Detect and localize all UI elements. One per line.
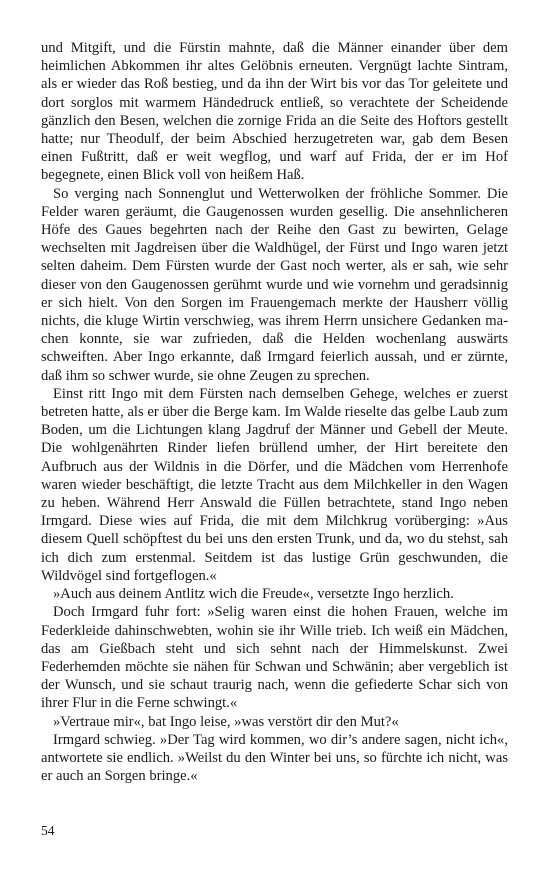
- paragraph-5: Doch Irmgard fuhr fort: »Selig waren einst die hohen Frauen, welche im Federkleide dahinschwebten, wohin sie ihr Wille trieb. Ich weiß ein Mädchen, das am Gießbach steht und sich sehnt nach der Himmelskunst. Zwei Federhemden möchte sie nähen für Schwan und Schwänin; aber vergeblich ist der Wunsch, und sie schaut traurig nach, wenn die gefiederte Schar sich von ihrer Flur in die Ferne schwingt.«: [41, 604, 508, 712]
- paragraph-2: So verging nach Sonnenglut und Wetterwolken der fröhliche Sommer. Die Felder waren geräumt, die Gaugenossen wurden gesellig. Die ansehnlicheren Höfe des Gaues begehrten nach der Reihe den Gast zu bewirten, Gelage wechselten mit Jagdreisen über die Waldhügel, der Fürst und Ingo waren jetzt selten daheim. Dem Fürsten wurde der Gast noch werter, als er sah, wie sehr dieser von den Gaugenossen gerühmt wurde und wie vornehm und geradsinnig er sich hielt. Von den Sorgen im Frauengemach merkte der Hausherr völlig nichts, die kluge Wirtin verschwieg, was ihrem Herrn unsichere Gedanken machen konnte, sie war zufrieden, daß die Helden wochenlang auswärts schweiften. Aber Ingo erkannte, daß Irmgard feierlich aussah, und er zürnte, daß ihm so schwer wurde, sie ohne Zeugen zu sprechen.: [41, 185, 508, 384]
- paragraph-4: »Auch aus deinem Antlitz wich die Freude«, versetzte Ingo herzlich.: [53, 586, 454, 603]
- paragraph-6: »Vertraue mir«, bat Ingo leise, »was verstört dir den Mut?«: [53, 713, 399, 730]
- paragraph-7: Irmgard schwieg. »Der Tag wird kommen, wo dir’s andere sagen, nicht ich«, antwortete sie endlich. »Weilst du den Winter bei uns, so fürchte ich nicht, was er auch an Sorgen bringe.«: [41, 731, 508, 785]
- body-text: [41, 39, 508, 785]
- page-number: 54: [41, 823, 55, 838]
- paragraph-3: Einst ritt Ingo mit dem Fürsten nach demselben Gehege, welches er zuerst betreten hatte, als er über die Berge kam. Im Walde rieselte das gelbe Laub zum Boden, um die Lichtungen klang Jagdruf der Männer und Gebell der Meute. Die wohlgenährten Rinder liefen brüllend umher, der Hirt bereitete den Aufbruch aus der Wildnis in die Dörfer, und die Mädchen vom Herrenhofe waren wieder beschäftigt, die letzte Tracht aus dem Milchkeller in den Wagen zu heben. Während Herr Answald die Füllen betrachtete, stand Ingo neben Irmgard. Diese wies auf Frida, die mit dem Milchkrug vorüberging: »Aus diesem Quell schöpftest du bei uns den ersten Trunk, und da, wo du stehst, sah ich dich zum erstenmal. Seitdem ist das lustige Grün geschwunden, die Wildvögel sind fortgeflogen.«: [41, 385, 508, 584]
- paragraph-1: und Mitgift, und die Fürstin mahnte, daß die Männer einander über dem heimlichen Abkommen ihr altes Gelöbnis erneuten. Vergnügt lachte Sintram, als er wieder das Roß bestieg, und da ihn der Wirt bis vor das Tor geleitete und dort sorglos mit warmem Händedruck entließ, so verachtete der Scheidende gänzlich den Besen, welchen die zornige Frida an die Seite des Hoftors gestellt hatte; nur Theodulf, der beim Abschied herzugetreten war, gab dem Besen einen Fußtritt, daß er weit wegflog, und warf auf Frida, der er im Hof begegnete, einen Blick voll von heißem Haß.: [41, 40, 508, 184]
